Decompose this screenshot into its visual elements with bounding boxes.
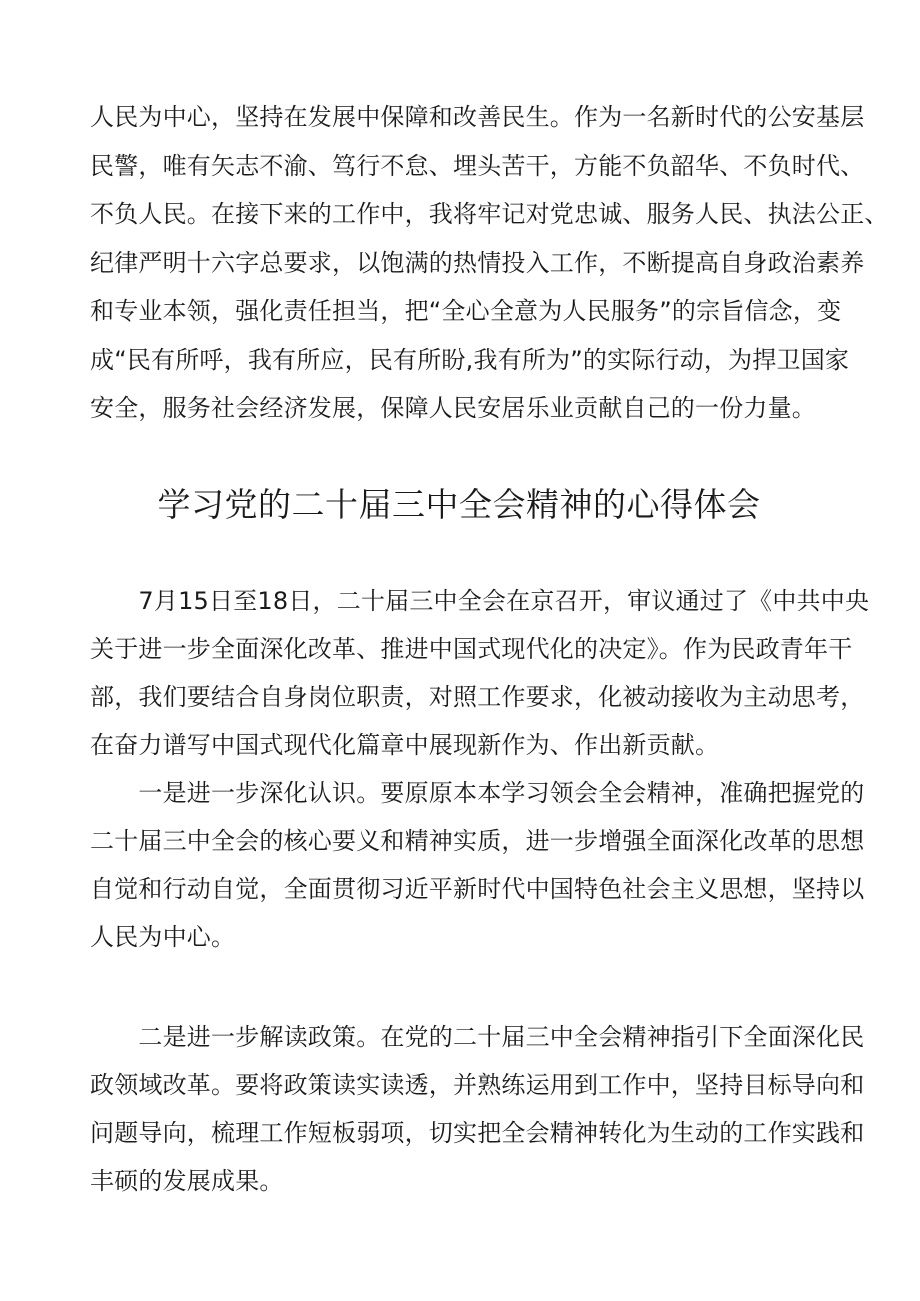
text-line: 丰硕的发展成果。 [90, 1166, 284, 1195]
article-title: 学习党的二十届三中全会精神的心得体会 [157, 484, 761, 524]
text-line: 不负人民。在接下来的工作中，我将牢记对党忠诚、服务人民、执法公正、 [90, 200, 889, 228]
text-line: 成“民有所呼，我有所应，民有所盼,我有所为”的实际行动，为捍卫国家 [90, 345, 850, 374]
paragraph-intro [90, 577, 870, 769]
text-line: 问题导向，梳理工作短板弱项，切实把全会精神转化为生动的工作实践和 [90, 1118, 865, 1147]
paragraph-gap [90, 961, 832, 1013]
text-line: 政领域改革。要将政策读实读透，并熟练运用到工作中，坚持目标导向和 [90, 1070, 865, 1099]
text-line: 人民为中心。 [90, 922, 236, 951]
text-line: 二是进一步解读政策。在党的二十届三中全会精神指引下全面深化民 [90, 1022, 865, 1051]
text-line: 安全，服务社会经济发展，保障人民安居乐业贡献自己的一份力量。 [90, 394, 816, 422]
text-line: 7月15日至18日，二十届三中全会在京召开，审议通过了《中共中央 [90, 586, 870, 615]
text-line: 和专业本领，强化责任担当，把“全心全意为人民服务”的宗旨信念，变 [90, 297, 842, 325]
text-line: 一是进一步深化认识。要原原本本学习领会全会精神，准确把握党的 [90, 778, 865, 807]
text-line: 人民为中心，坚持在发展中保障和改善民生。作为一名新时代的公安基层 [90, 103, 865, 131]
text-line: 纪律严明十六字总要求，以饱满的热情投入工作，不断提高自身政治素养 [90, 248, 865, 277]
text-line: 部，我们要结合自身岗位职责，对照工作要求，化被动接收为主动思考， [90, 682, 865, 711]
text-line: 二十届三中全会的核心要义和精神实质，进一步增强全面深化改革的思想 [90, 826, 865, 855]
text-line: 在奋力谱写中国式现代化篇章中展现新作为、作出新贡献。 [90, 730, 720, 759]
paragraph-deepen-understanding [90, 769, 865, 961]
paragraph-interpret-policy [90, 1013, 865, 1205]
text-line: 民警，唯有矢志不渝、笃行不怠、埋头苦干，方能不负韶华、不负时代、 [90, 151, 865, 180]
text-line: 自觉和行动自觉，全面贯彻习近平新时代中国特色社会主义思想，坚持以 [90, 874, 865, 903]
text-line: 关于进一步全面深化改革、推进中国式现代化的决定》。作为民政青年干 [90, 634, 853, 663]
continued-paragraph [90, 93, 889, 433]
